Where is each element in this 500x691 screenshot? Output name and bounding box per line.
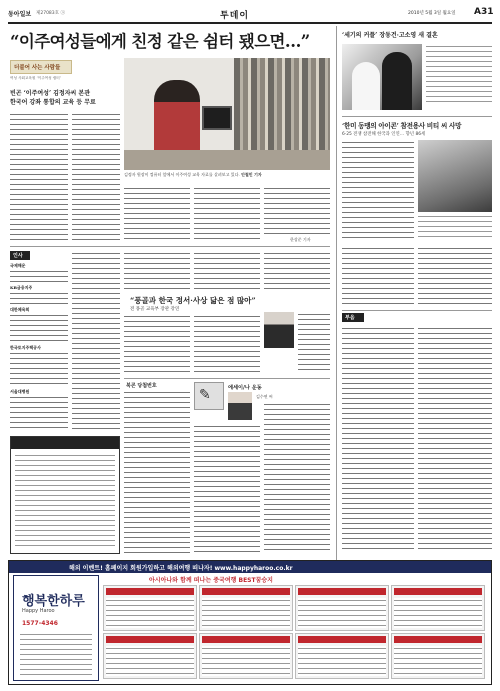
ad-offer-card[interactable] [295, 633, 389, 679]
monitor-image [202, 106, 232, 130]
series-tag: 더불어 사는 사람들 [14, 65, 61, 71]
photo-caption [124, 172, 330, 183]
ad-offer-card-header [298, 588, 386, 595]
center-body-top-col2 [194, 251, 260, 291]
main-headline: “이주여성들에게 친정 같은 쉼터 됐으면…” [10, 32, 310, 51]
people-label [10, 251, 30, 260]
ad-offer-card-header [106, 588, 194, 595]
center-body-top-col1 [124, 251, 190, 291]
dong-subhead: 6·25 전쟁 참전해 한국과 인연… 향년 86세 [342, 132, 426, 137]
person-image [154, 80, 200, 154]
main-bottom-rule [10, 246, 330, 247]
ad-offer-card-header [106, 636, 194, 643]
people-entry-lines [10, 269, 68, 283]
ad-phone[interactable]: 1577-4346 [22, 620, 58, 627]
column-portrait [264, 312, 294, 348]
dong-photo [418, 140, 492, 212]
dong-caption-lines [418, 214, 492, 238]
main-photo [124, 58, 330, 170]
essay-title-badge [194, 382, 224, 410]
ad-offer-card-lines [298, 598, 386, 628]
dong-body-col2 [342, 246, 414, 306]
ad-brand-logo: 행복한하루 [22, 594, 85, 609]
main-story-body-col2 [72, 112, 120, 242]
column-body-col2 [194, 314, 260, 374]
paper-name: 동아일보 [8, 11, 32, 18]
essay-body-col2 [264, 402, 330, 554]
dong-headline: ‘한미 동맹의 아이콘’ 참전용사 비티 씨 사망 [342, 122, 462, 130]
people-list [10, 263, 68, 394]
ad-banner-text: 해외 이벤트! 홈페이지 회원가입하고 해외여행 떠나자! www.happyharoo.co.kr [69, 565, 293, 572]
bride-image [352, 62, 380, 110]
small-ad-box [10, 436, 120, 554]
ad-offer-card[interactable] [391, 585, 485, 631]
notice-body [124, 390, 190, 554]
people-entry: 한국토지주택공사 [10, 345, 41, 350]
series-badge [10, 60, 72, 74]
ad-offer-card-header [394, 636, 482, 643]
dong-body-col3 [418, 246, 492, 306]
ad-offer-card-header [298, 636, 386, 643]
wedding-body [426, 44, 492, 106]
wedding-headline: ‘세기의 커플’ 장동건·고소영 새 결혼 [342, 32, 438, 39]
dong-body-col1 [342, 140, 414, 240]
people-entry-lines [10, 313, 68, 343]
ad-offer-card-lines [394, 598, 482, 628]
main-byline: 한상준 기자 [290, 237, 311, 242]
obituary-list-col1 [342, 326, 414, 552]
masthead-rule [8, 22, 492, 24]
ad-offer-card[interactable] [199, 585, 293, 631]
right-column-divider [336, 26, 337, 566]
ad-section [8, 560, 492, 685]
small-ad-header [11, 437, 119, 449]
people-entry: 대한체육회 [10, 307, 30, 312]
people-entry: 국제해운 [10, 263, 26, 268]
column-body-col3 [298, 312, 330, 374]
ad-offer-card-lines [394, 646, 482, 676]
ad-offer-card-lines [202, 598, 290, 628]
essay-title: 에세이/나 운동 [228, 385, 262, 391]
masthead [8, 8, 492, 22]
people-body-col2 [72, 251, 120, 431]
ad-offer-card[interactable] [391, 633, 485, 679]
essay-body-col1 [194, 424, 260, 554]
column-subhead: 전 몽골 교육부 장관 강연 [130, 307, 180, 312]
issue-number: 제27083호 ⓐ [36, 11, 65, 16]
ad-banner[interactable] [9, 561, 491, 573]
deck-line-1: 빈곤 ‘이주여성’ 김정자씨 본관 [10, 90, 90, 97]
essay-author: 김수연 씨 [256, 394, 273, 399]
issue-date: 2010년 5월 3일 월요일 [408, 11, 456, 16]
wedding-photo [342, 44, 422, 110]
center-body-top-col3 [264, 251, 330, 291]
photo-credit: 안철민 기자 [241, 172, 262, 177]
people-entry-lines [10, 395, 68, 431]
ad-offer-card-header [202, 588, 290, 595]
essay-box [194, 382, 330, 554]
main-story-body-col5 [264, 186, 330, 236]
column-headline: “풍골과 한국 정서·사상 닮은 점 많아” [130, 296, 256, 305]
notice-label: 북콘 당첨번호 [126, 383, 157, 389]
main-story-body-col4 [194, 186, 260, 242]
ad-offer-card[interactable] [103, 585, 197, 631]
people-entry-lines [10, 291, 68, 305]
ad-offer-card-header [202, 636, 290, 643]
page-number: A31 [474, 7, 494, 17]
caption-text: 김정자 원장이 컴퓨터 앞에서 이주여성 교육 자료를 살펴보고 있다. [124, 172, 240, 177]
ad-offer-card[interactable] [295, 585, 389, 631]
people-label-text: 인사 [13, 253, 23, 259]
ad-offer-grid [103, 585, 487, 681]
series-sub: 여성 사회교육원 ‘이주여성 쉼터’ [10, 76, 61, 80]
ad-offer-card-lines [106, 598, 194, 628]
main-story-body-col1 [10, 112, 68, 242]
groom-image [382, 52, 412, 110]
wedding-bottom-rule [342, 116, 492, 117]
ad-brand-lines [20, 632, 92, 676]
obituary-label [342, 313, 364, 322]
ad-banner-sub: 아시아나와 함께 떠나는 중국여행 BEST꿈승지 [149, 577, 273, 584]
ad-offer-card-lines [202, 646, 290, 676]
people-entry: 서울대병원 [10, 389, 30, 394]
section-title: 투데이 [220, 11, 250, 21]
people-entry: KB금융지주 [10, 285, 33, 290]
ad-offer-card[interactable] [103, 633, 197, 679]
main-story-body-col3 [124, 186, 190, 242]
essay-mark: ✎ [199, 387, 211, 403]
deck-line-2: 한국어 강좌 통합의 교육 등 무료 [10, 99, 96, 106]
ad-offer-card[interactable] [199, 633, 293, 679]
ad-offer-card-lines [298, 646, 386, 676]
column-body-col1 [124, 314, 190, 374]
obituary-label-text: 부음 [345, 315, 355, 321]
column-bottom-rule [124, 378, 330, 379]
ad-offer-card-lines [106, 646, 194, 676]
ad-brand-sub: Happy Haroo [22, 608, 55, 614]
obituary-list-col2 [418, 326, 492, 552]
obituary-top-rule [342, 310, 492, 311]
ad-offer-card-header [394, 588, 482, 595]
people-entry-lines [10, 351, 68, 387]
small-ad-lines [15, 453, 115, 549]
desk-image [124, 150, 330, 170]
essay-portrait [228, 392, 252, 420]
ad-brand-box [13, 575, 99, 681]
